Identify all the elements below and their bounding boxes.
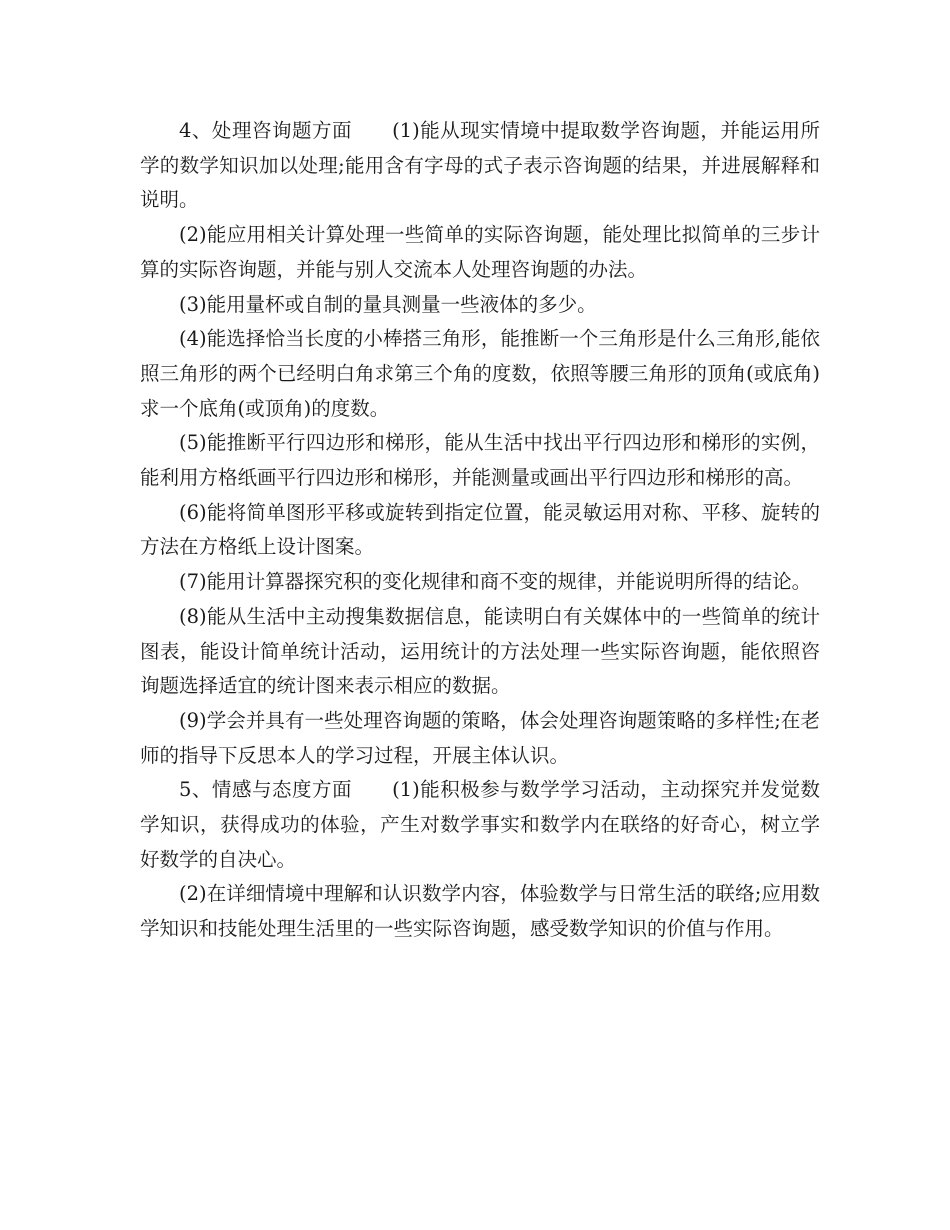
paragraph-solving-problems-7: (7)能用计算器探究积的变化规律和商不变的规律，并能说明所得的结论。 <box>179 570 812 594</box>
paragraph-solving-problems-4: (4)能选择恰当长度的小棒搭三角形，能推断一个三角形是什么三角形,能依照三角形的两个已经明白角求第三个角的度数，依照等腰三角形的顶角(或底角)求一个底角(或顶角)的度数。 <box>140 327 820 420</box>
paragraph-solving-problems-8: (8)能从生活中主动搜集数据信息，能读明白有关媒体中的一些简单的统计图表，能设计简单统计活动，运用统计的方法处理一些实际咨询题，能依照咨询题选择适宜的统计图来表示相应的数据。 <box>140 604 820 698</box>
paragraph-solving-problems-5: (5)能推断平行四边形和梯形，能从生活中找出平行四边形和梯形的实例，能利用方格纸画平行四边形和梯形，并能测量或画出平行四边形和梯形的高。 <box>140 431 820 490</box>
paragraph-attitude-1: 5、情感与态度方面 (1)能积极参与数学学习活动，主动探究并发觉数学知识，获得成功的体验，产生对数学事实和数学内在联络的好奇心，树立学好数学的自决心。 <box>140 778 820 871</box>
paragraph-solving-problems-1: 4、处理咨询题方面 (1)能从现实情境中提取数学咨询题，并能运用所学的数学知识加以处理;能用含有字母的式子表示咨询题的结果，并进展解释和说明。 <box>140 119 820 212</box>
paragraph-solving-problems-9: (9)学会并具有一些处理咨询题的策略，体会处理咨询题策略的多样性;在老师的指导下反思本人的学习过程，开展主体认识。 <box>140 708 820 767</box>
document-body <box>140 114 820 947</box>
paragraph-solving-problems-6: (6)能将简单图形平移或旋转到指定位置，能灵敏运用对称、平移、旋转的方法在方格纸上设计图案。 <box>140 500 820 559</box>
paragraph-solving-problems-2: (2)能应用相关计算处理一些简单的实际咨询题，能处理比拟简单的三步计算的实际咨询题，并能与别人交流本人处理咨询题的办法。 <box>140 223 820 281</box>
paragraph-solving-problems-3: (3)能用量杯或自制的量具测量一些液体的多少。 <box>179 292 597 316</box>
paragraph-attitude-2: (2)在详细情境中理解和认识数学内容，体验数学与日常生活的联络;应用数学知识和技能处理生活里的一些实际咨询题，感受数学知识的价值与作用。 <box>140 882 820 941</box>
